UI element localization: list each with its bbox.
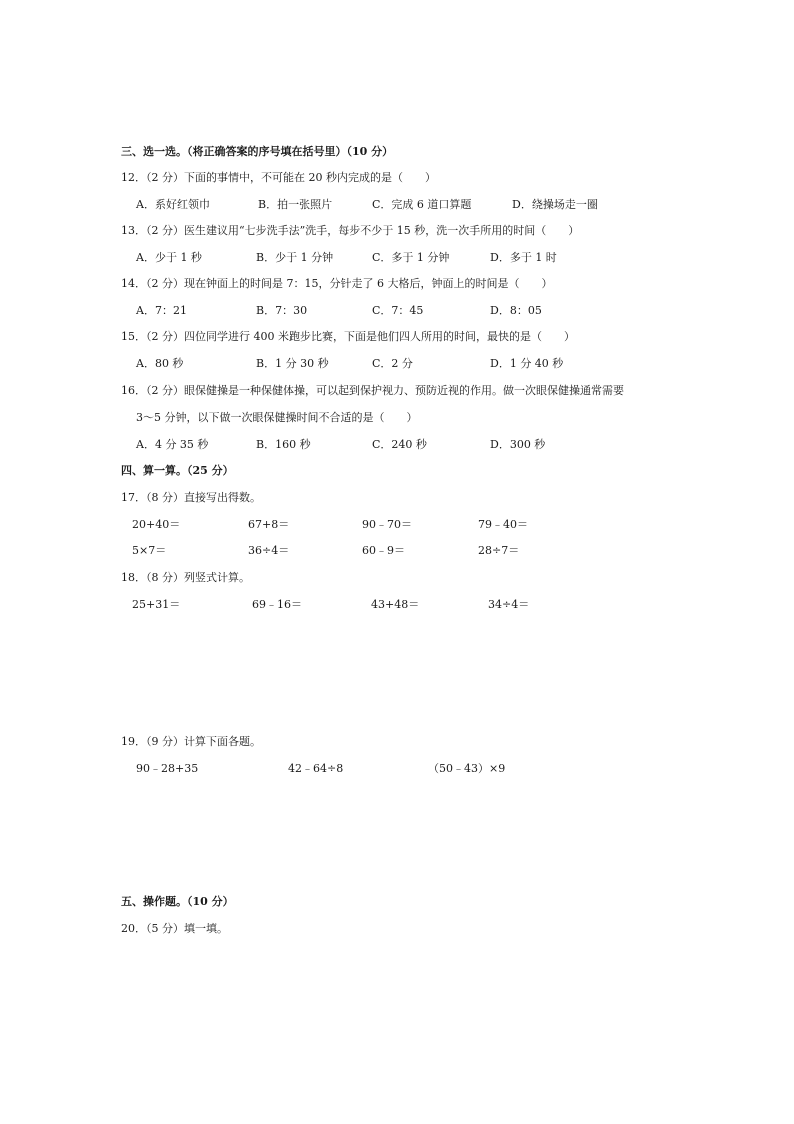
question-17-stem: 17．（8 分）直接写出得数。	[121, 491, 261, 504]
question-18-item: 69﹣16＝	[252, 598, 302, 611]
question-12-option-d: D．绕操场走一圈	[512, 198, 598, 211]
question-19-item: 42﹣64÷8	[288, 762, 344, 775]
question-19-item: 90﹣28+35	[136, 762, 199, 775]
question-16-stem-line1: 16．（2 分）眼保健操是一种保健体操，可以起到保护视力、预防近视的作用。做一次眼保健操通常需要	[121, 384, 624, 397]
question-17-item: 20+40＝	[132, 518, 181, 531]
question-15-option-d: D．1 分 40 秒	[490, 357, 564, 370]
question-12-option-c: C．完成 6 道口算题	[372, 198, 472, 211]
question-13-stem: 13．（2 分）医生建议用“七步洗手法”洗手，每步不少于 15 秒，洗一次手所用的时间（ ）	[121, 224, 580, 237]
question-12-option-a: A．系好红领巾	[136, 198, 210, 211]
question-17-item: 28÷7＝	[478, 544, 520, 557]
section-4-heading: 四、算一算。（25 分）	[121, 464, 234, 477]
question-18-item: 34÷4＝	[488, 598, 530, 611]
question-12-stem: 12．（2 分）下面的事情中，不可能在 20 秒内完成的是（ ）	[121, 171, 436, 184]
question-15-option-b: B．1 分 30 秒	[256, 357, 329, 370]
question-14-stem: 14．（2 分）现在钟面上的时间是 7：15，分针走了 6 大格后，钟面上的时间是（ ）	[121, 277, 553, 290]
question-15-option-a: A．80 秒	[136, 357, 184, 370]
question-15-option-c: C．2 分	[372, 357, 413, 370]
question-16-option-d: D．300 秒	[490, 438, 546, 451]
question-15-stem: 15．（2 分）四位同学进行 400 米跑步比赛，下面是他们四人所用的时间，最快的是（ ）	[121, 330, 575, 343]
question-13-option-c: C．多于 1 分钟	[372, 251, 450, 264]
question-16-option-a: A．4 分 35 秒	[136, 438, 209, 451]
question-19-stem: 19．（9 分）计算下面各题。	[121, 735, 261, 748]
section-5-heading: 五、操作题。（10 分）	[121, 895, 234, 908]
question-17-item: 67+8＝	[248, 518, 290, 531]
question-17-item: 5×7＝	[132, 544, 167, 557]
question-20-stem: 20．（5 分）填一填。	[121, 922, 228, 935]
question-13-option-d: D．多于 1 时	[490, 251, 557, 264]
question-14-option-c: C．7：45	[372, 304, 424, 317]
question-18-item: 43+48＝	[371, 598, 420, 611]
question-14-option-b: B．7：30	[256, 304, 308, 317]
question-17-item: 90﹣70＝	[362, 518, 412, 531]
question-14-option-a: A．7：21	[136, 304, 187, 317]
question-16-stem-line2: 3～5 分钟，以下做一次眼保健操时间不合适的是（ ）	[136, 411, 418, 424]
question-16-option-c: C．240 秒	[372, 438, 427, 451]
question-17-item: 79﹣40＝	[478, 518, 528, 531]
question-13-option-b: B．少于 1 分钟	[256, 251, 334, 264]
question-12-option-b: B．拍一张照片	[258, 198, 333, 211]
question-14-option-d: D．8：05	[490, 304, 542, 317]
question-16-option-b: B．160 秒	[256, 438, 311, 451]
question-18-item: 25+31＝	[132, 598, 181, 611]
question-13-option-a: A．少于 1 秒	[136, 251, 202, 264]
section-3-heading: 三、选一选。（将正确答案的序号填在括号里）（10 分）	[121, 145, 394, 158]
question-17-item: 60﹣9＝	[362, 544, 405, 557]
question-17-item: 36÷4＝	[248, 544, 290, 557]
question-19-item: （50﹣43）×9	[428, 762, 506, 775]
question-18-stem: 18．（8 分）列竖式计算。	[121, 571, 250, 584]
